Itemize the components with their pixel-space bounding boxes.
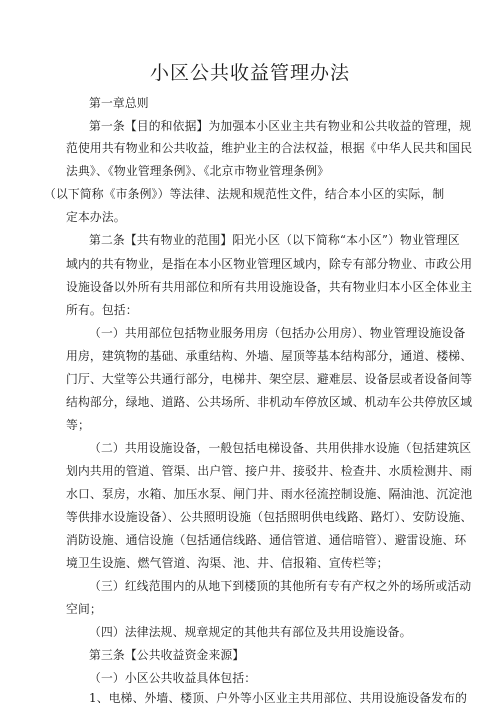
article-1-line-3: 法典》、《物业管理条例》、《北京市物业管理条例》 [66, 164, 330, 178]
item-3-line-1: （三）红线范围内的从地下到楼顶的其他所有专有产权之外的场所或活动 [89, 579, 472, 593]
item-4-line-1: （四）法律法规、规章规定的其他共有部位及共用设施设备。 [89, 625, 412, 639]
article-2-line-4: 所有。包括： [66, 303, 138, 317]
chapter-heading: 第一章总则 [89, 96, 149, 110]
article-3-heading: 第三条【公共收益资金来源】 [89, 648, 245, 662]
item-2-line-5: 消防设施、通信设施（包括通信线路、通信管道、通信暗管）、避雷设施、环 [66, 533, 467, 547]
article-3-item-1: （一）小区公共收益具体包括： [89, 671, 257, 685]
article-2-line-3: 设施设备以外所有共用部位和所有共用设施设备，共有物业归本小区全体业主 [66, 280, 473, 294]
item-1-line-3: 门厅、大堂等公共通行部分，电梯井、架空层、避难层、设备层或者设备间等 [66, 372, 473, 386]
article-3-subitem-1: 1、电梯、外墙、楼顶、户外等小区业主共用部位、共用设施设备发布的 [89, 691, 468, 705]
item-2-line-2: 划内共用的管道、管渠、出户管、接户井、接驳井、检查井、水质检测井、雨 [66, 464, 473, 478]
item-2-line-6: 境卫生设施、燃气管道、沟渠、池、井、信报箱、宣传栏等； [66, 556, 389, 570]
item-2-line-4: 等供排水设施设备）、公共照明设施（包括照明供电线路、路灯）、安防设施、 [66, 510, 473, 524]
article-1-line-1: 第一条【目的和依据】为加强本小区业主共有物业和公共收益的管理，规 [89, 119, 472, 133]
document-title: 小区公共收益管理办法 [149, 62, 350, 84]
article-1-line-4: （以下简称《市条例》）等法律、法规和规范性文件，结合本小区的实际，制 [44, 187, 445, 201]
item-2-line-1: （二）共用设施设备，一般包括电梯设备、共用供排水设施（包括建筑区 [89, 441, 472, 455]
item-3-line-2: 空间； [66, 602, 102, 616]
item-2-line-3: 水口、泵房，水箱、加压水泵、闸门井、雨水径流控制设施、隔油池、沉淀池 [66, 487, 473, 501]
item-1-line-5: 等； [66, 418, 90, 432]
article-1-line-2: 范使用共有物业和公共收益，维护业主的合法权益，根据《中华人民共和国民 [66, 141, 473, 155]
item-1-line-1: （一）共用部位包括物业服务用房（包括办公用房）、物业管理设施设备 [89, 326, 466, 340]
item-1-line-2: 用房，建筑物的基础、承重结构、外墙、屋顶等基本结构部分，通道、楼梯、 [66, 349, 473, 363]
article-2-line-1: 第二条【共有物业的范围】阳光小区（以下简称“本小区”）物业管理区 [89, 233, 460, 247]
article-2-line-2: 域内的共有物业，是指在本小区物业管理区域内，除专有部分物业、市政公用 [66, 257, 473, 271]
item-1-line-4: 结构部分，绿地、道路、公共场所、非机动车停放区域、机动车公共停放区域 [66, 395, 473, 409]
article-1-line-5: 定本办法。 [66, 210, 126, 224]
